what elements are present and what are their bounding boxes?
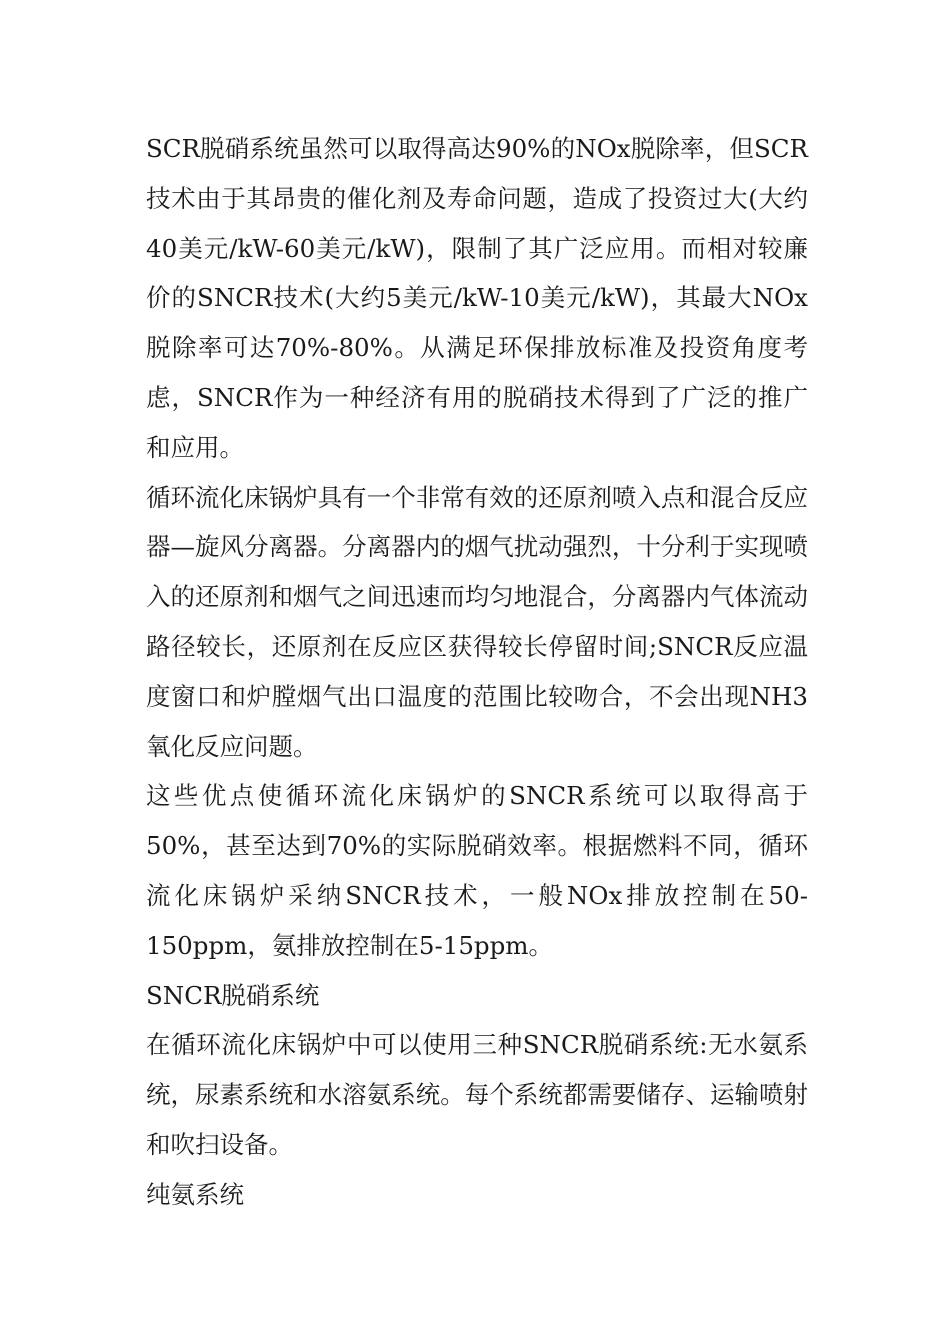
heading-pure-ammonia-system: 纯氨系统 (146, 1179, 244, 1209)
paragraph-scr-vs-sncr: SCR脱硝系统虽然可以取得高达90%的NOx脱除率，但SCR技术由于其昂贵的催化剂及寿命问题，造成了投资过大(大约40美元/kW-60美元/kW)，限制了其广泛应用。而相对较廉价的SNCR技术(大约5美元/kW-10美元/kW)，其最大NOx脱除率可达70%-80%。从满足环保排放标准及投资角度考虑，SNCR作为一种经济有用的脱硝技术得到了广泛的推广和应用。 (146, 134, 808, 462)
heading-sncr-system: SNCR脱硝系统 (146, 980, 320, 1010)
paragraph-efficiency: 这些优点使循环流化床锅炉的SNCR系统可以取得高于50%，甚至达到70%的实际脱硝效率。根据燃料不同，循环流化床锅炉采纳SNCR技术，一般NOx排放控制在50-150ppm，氨排放控制在5-15ppm。 (146, 781, 808, 960)
paragraph-sncr-types: 在循环流化床锅炉中可以使用三种SNCR脱硝系统:无水氨系统，尿素系统和水溶氨系统。每个系统都需要储存、运输喷射和吹扫设备。 (146, 1030, 808, 1159)
paragraph-cfb-advantages: 循环流化床锅炉具有一个非常有效的还原剂喷入点和混合反应器—旋风分离器。分离器内的烟气扰动强烈，十分利于实现喷入的还原剂和烟气之间迅速而均匀地混合，分离器内气体流动路径较长，还原剂在反应区获得较长停留时间;SNCR反应温度窗口和炉膛烟气出口温度的范围比较吻合，不会出现NH3氧化反应问题。 (146, 482, 808, 761)
document-body (146, 124, 808, 1220)
